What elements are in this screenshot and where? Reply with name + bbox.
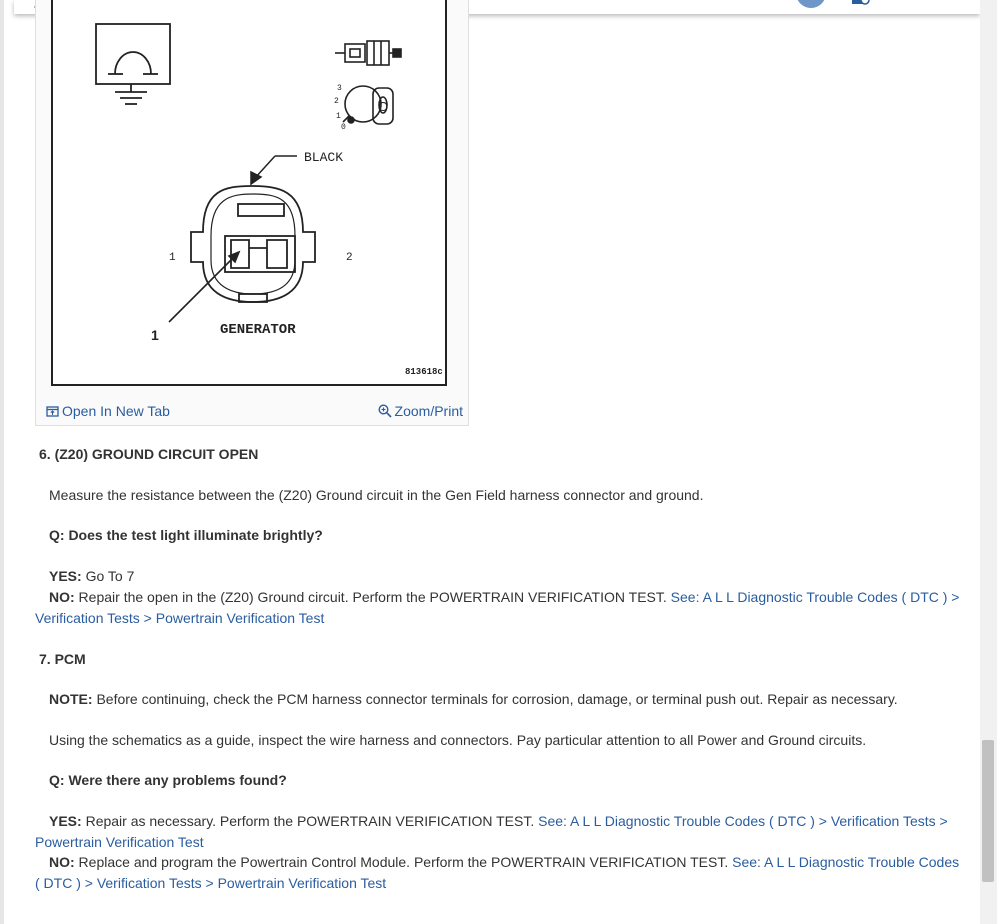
figure-container	[35, 0, 469, 426]
step7-no-verification-link[interactable]: See: A L L Diagnostic Trouble Codes ( DTC ) > Verification Tests > Powertrain Verification Test	[35, 854, 960, 891]
step7-no-answer	[35, 852, 965, 894]
step7-heading: 7. PCM	[39, 651, 86, 667]
new-tab-icon	[46, 405, 59, 418]
wiring-diagram[interactable]	[51, 0, 447, 386]
bookmark-icon[interactable]	[850, 0, 870, 6]
step6-yes-label: YES:	[49, 568, 82, 584]
key-pos-0: 0	[341, 123, 346, 132]
callout-number: 1	[151, 327, 159, 343]
pin-label-1: 1	[169, 252, 176, 264]
pin-label-2: 2	[346, 252, 353, 264]
step6-instruction: Measure the resistance between the (Z20) Ground circuit in the Gen Field harness connector and ground.	[49, 487, 704, 503]
step7-yes-verification-link[interactable]: See: A L L Diagnostic Trouble Codes ( DTC ) > Verification Tests > Powertrain Verification Test	[35, 813, 948, 850]
figure-footer	[46, 403, 466, 423]
step7-note-label: NOTE:	[49, 691, 93, 707]
key-letter: O	[378, 99, 389, 114]
zoom-print-link[interactable]	[378, 403, 463, 419]
step7-no-label: NO:	[49, 854, 75, 870]
scrollbar-thumb[interactable]	[982, 740, 994, 882]
step6-verification-link[interactable]: See: A L L Diagnostic Trouble Codes ( DTC ) > Verification Tests > Powertrain Verification Test	[35, 589, 960, 626]
callout-arrow	[169, 252, 239, 322]
step6-no-text: Repair the open in the (Z20) Ground circuit. Perform the POWERTRAIN VERIFICATION TEST.	[74, 589, 671, 605]
label-generator: GENERATOR	[220, 322, 296, 338]
step7-yes-label: YES:	[49, 813, 82, 829]
connector-icon	[335, 41, 401, 65]
left-edge	[0, 0, 4, 924]
open-in-new-tab-link[interactable]	[46, 403, 170, 419]
zoom-print-label: Zoom/Print	[394, 403, 463, 419]
pointer-arrow-black	[251, 156, 297, 184]
step6-yes-text: Go To 7	[81, 568, 135, 584]
step7-note	[49, 689, 969, 710]
key-pos-3: 3	[337, 84, 342, 93]
ohmmeter-icon	[96, 24, 170, 104]
step6-question: Q: Does the test light illuminate brightly?	[49, 527, 323, 543]
step6-heading: 6. (Z20) GROUND CIRCUIT OPEN	[39, 446, 259, 462]
key-pos-2: 2	[334, 97, 339, 106]
open-in-new-tab-label: Open In New Tab	[62, 403, 170, 419]
step7-note-text: Before continuing, check the PCM harness connector terminals for corrosion, damage, or terminal push out. Repair as necessary.	[92, 691, 898, 707]
label-black: BLACK	[304, 150, 344, 165]
step7-question: Q: Were there any problems found?	[49, 772, 287, 788]
user-avatar[interactable]	[796, 0, 826, 8]
step7-instruction: Using the schematics as a guide, inspect the wire harness and connectors. Pay particular attention to all Power and Ground circuits.	[49, 732, 867, 748]
step6-no-label: NO:	[49, 589, 75, 605]
step7-yes-text: Repair as necessary. Perform the POWERTRAIN VERIFICATION TEST.	[81, 813, 539, 829]
key-pos-1: 1	[336, 112, 341, 121]
step6-yes-answer	[49, 566, 969, 587]
step6-no-answer	[35, 587, 965, 629]
zoom-icon	[378, 404, 392, 418]
step7-no-text: Replace and program the Powertrain Control Module. Perform the POWERTRAIN VERIFICATION TEST.	[74, 854, 733, 870]
figure-id: 813618c	[405, 367, 443, 377]
step7-yes-answer	[35, 811, 965, 853]
generator-connector-icon	[191, 186, 315, 302]
